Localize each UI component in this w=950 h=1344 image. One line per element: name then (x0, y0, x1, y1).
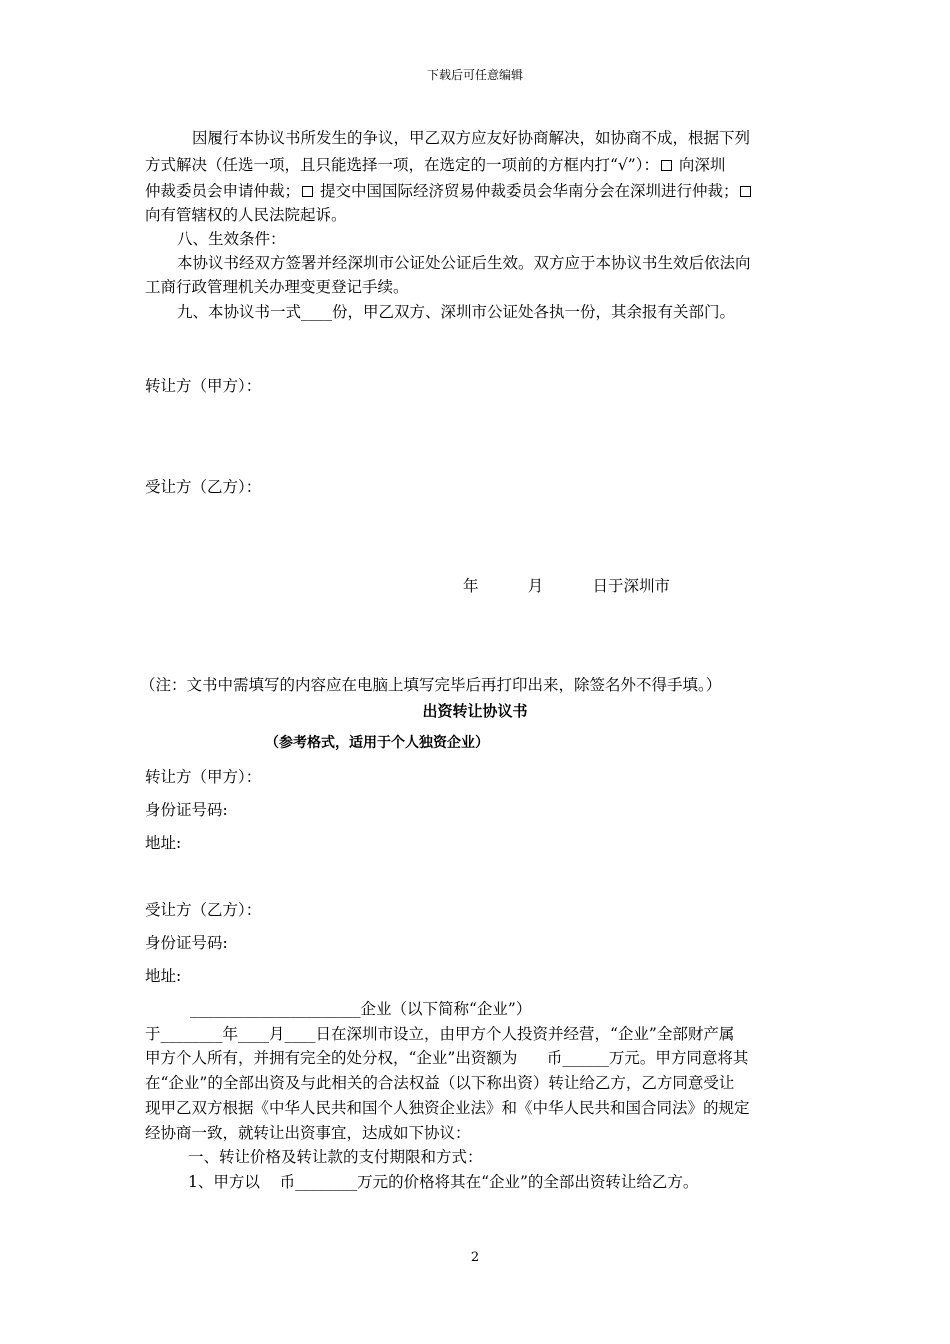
sign-party-a: 转让方（甲方）： (145, 377, 262, 395)
dispute-option-1-cont: 仲裁委员会申请仲裁； (145, 182, 301, 200)
section-9: 九、本协议书一式____份，甲乙双方、深圳市公证处各执一份，其余报有关部门。 (177, 303, 736, 321)
body-line-4: 在“企业”的全部出资及与此相关的合法权益（以下称出资）转让给乙方，乙方同意受让 (145, 1074, 735, 1092)
section-8-para-1: 本协议书经双方签署并经深圳市公证处公证后生效。双方应于本协议书生效后依法向 (177, 254, 751, 272)
checkbox-icon[interactable] (740, 186, 751, 197)
party-a-label: 转让方（甲方）： (145, 768, 262, 786)
dispute-line-3 (145, 181, 810, 201)
dispute-line-1: 因履行本协议书所发生的争议，甲乙双方应友好协商解决，如协商不成，根据下列 (192, 129, 751, 147)
body-line-6: 经协商一致，就转让出资事宜，达成如下协议： (145, 1124, 471, 1142)
body-clause-1-1: 1、甲方以 币________万元的价格将其在“企业”的全部出资转让给乙方。 (188, 1173, 699, 1191)
document-subtitle: （参考格式，适用于个人独资企业） (265, 735, 489, 751)
body-clause-1-title: 一、转让价格及转让款的支付期限和方式： (188, 1148, 483, 1166)
party-b-id: 身份证号码: (145, 934, 228, 952)
body-line-2: 于________年____月____日在深圳市设立，由甲方个人投资并经营，“企业”全部财产属 (145, 1025, 735, 1043)
dispute-option-2: 提交中国国际经济贸易仲裁委员会华南分会在深圳进行仲裁； (319, 182, 739, 200)
body-line-3: 甲方个人所有，并拥有完全的处分权，“企业”出资额为 币______万元。甲方同意将其 (145, 1049, 749, 1067)
checkbox-icon[interactable] (302, 186, 313, 197)
document-title: 出资转让协议书 (422, 702, 528, 720)
section-8-title: 八、生效条件： (177, 230, 286, 248)
dispute-option-3: 向有管辖权的人民法院起诉。 (145, 206, 347, 224)
checkbox-icon[interactable] (661, 160, 672, 171)
body-line-5: 现甲乙双方根据《中华人民共和国个人独资企业法》和《中华人民共和国合同法》的规定 (145, 1099, 750, 1117)
sign-party-b: 受让方（乙方）： (145, 478, 262, 496)
dispute-option-1: 向深圳 (678, 156, 726, 174)
party-a-address: 地址: (145, 834, 182, 852)
party-b-label: 受让方（乙方）： (145, 901, 262, 919)
note: （注：文书中需填写的内容应在电脑上填写完毕后再打印出来，除签名外不得手填。） (140, 676, 722, 694)
party-a-id: 身份证号码: (145, 801, 228, 819)
body-line-1: ______________________企业（以下简称“企业”） (190, 1000, 532, 1018)
section-8-para-2: 工商行政管理机关办理变更登记手续。 (145, 278, 409, 296)
date-line: 年 月 日于深圳市 (463, 577, 671, 595)
dispute-line-2-text: 方式解决（任选一项，且只能选择一项，在选定的一项前的方框内打“√”）： (145, 156, 659, 174)
dispute-line-2 (145, 155, 810, 175)
page-number: 2 (470, 1250, 480, 1265)
page-header: 下载后可任意编辑 (426, 68, 523, 82)
party-b-address: 地址: (145, 967, 182, 985)
